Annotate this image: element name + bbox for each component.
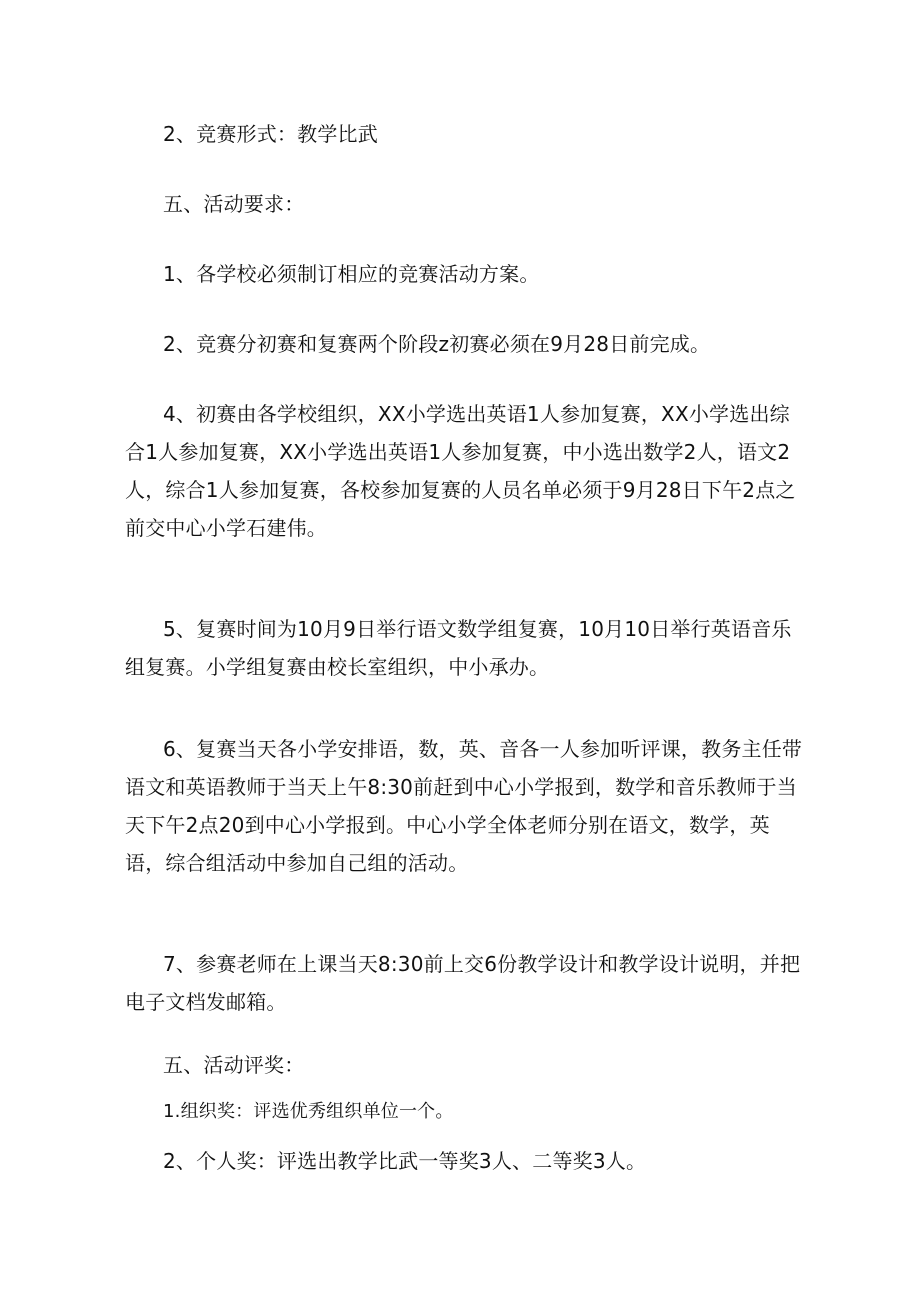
section-heading-requirements: 五、活动要求： [163, 192, 305, 216]
requirement-7: 7、参赛老师在上课当天8:30前上交6份教学设计和教学设计说明，并把电子文档发邮箱。 [125, 952, 801, 1014]
award-individual: 2、个人奖：评选出教学比武一等奖3人、二等奖3人。 [163, 1149, 647, 1173]
award-organization: 1.组织奖：评选优秀组织单位一个。 [163, 1101, 454, 1122]
requirement-2: 2、竞赛分初赛和复赛两个阶段z初赛必须在9月28日前完成。 [163, 332, 711, 356]
requirement-4: 4、初赛由各学校组织，XX小学选出英语1人参加复赛，XX小学选出综合1人参加复赛，XX小学选出英语1人参加复赛，中小选出数学2人，语文2人，综合1人参加复赛，各校参加复赛的人员名单必须于9月28日下午2点之前交中心小学石建伟。 [125, 402, 796, 540]
requirement-6: 6、复赛当天各小学安排语，数，英、音各一人参加听评课，教务主任带语文和英语教师于当天上午8:30前赶到中心小学报到，数学和音乐教师于当天下午2点20到中心小学报到。中心小学全体老师分别在语文，数学，英语，综合组活动中参加自己组的活动。 [125, 737, 803, 875]
requirement-5: 5、复赛时间为10月9日举行语文数学组复赛，10月10日举行英语音乐组复赛。小学组复赛由校长室组织，中小承办。 [125, 617, 792, 679]
section-heading-awards: 五、活动评奖： [163, 1053, 305, 1077]
competition-format: 2、竞赛形式：教学比武 [163, 122, 378, 146]
requirement-1: 1、各学校必须制订相应的竞赛活动方案。 [163, 262, 540, 286]
